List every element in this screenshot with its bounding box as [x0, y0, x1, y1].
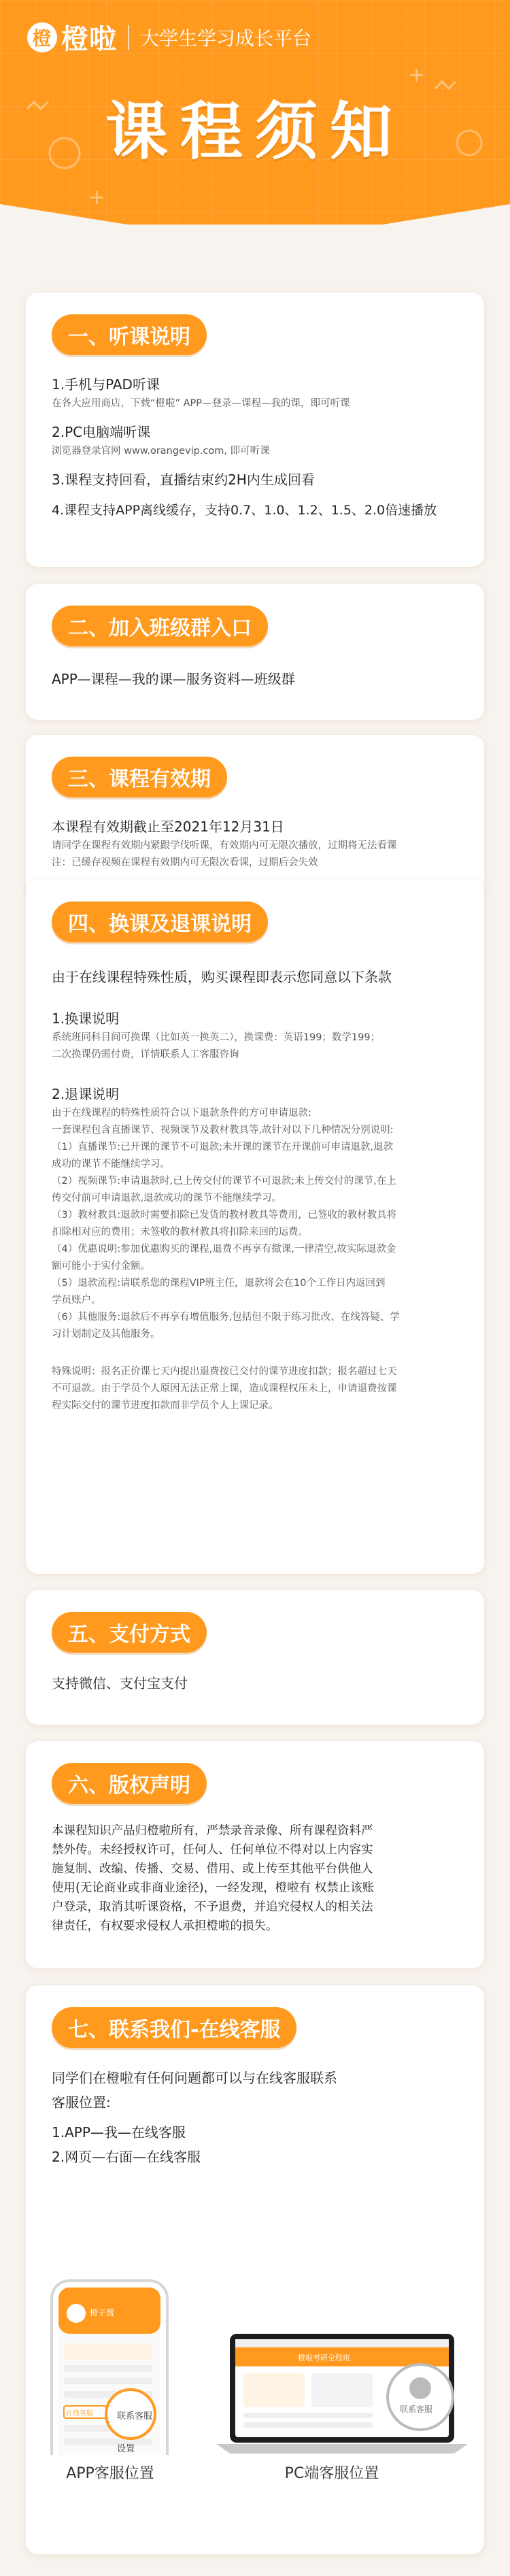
copyright-text: 禁外传。未经授权许可，任何人、任何单位不得对以上内容实: [52, 1843, 373, 1857]
refund-item: 传交付前可申请退款,退款成功的课节不能继续学习。: [52, 1193, 282, 1204]
section-card-refund: [26, 880, 484, 1574]
section-card-group: [26, 584, 484, 720]
refund-item: 习计划制定及其他服务。: [52, 1329, 160, 1340]
brand-name: 橙啦: [61, 24, 117, 55]
divider: [128, 25, 129, 50]
exchange-text: 系统班同科目间可换课（比如英一换英二），换课费：英语199；数学199；: [52, 1032, 381, 1043]
copyright-text: 律责任，有权要求侵权人承担橙啦的损失。: [52, 1919, 278, 1933]
refund-item: （1）直播课节:已开课的课节不可退款;未开课的课节在开课前可申请退款,退款: [52, 1142, 394, 1153]
pc-caption: PC端客服位置: [284, 2465, 379, 2482]
laptop-mockup: [216, 2332, 468, 2455]
listen-item-desc: 浏览器登录官网 www.orangevip.com, 即可听课: [52, 446, 270, 457]
app-screenshot: [49, 2278, 199, 2455]
contact-path: 2.网页—右面—在线客服: [52, 2149, 201, 2165]
section-card-validity: [26, 735, 484, 898]
refund-item: 额可能小于实付金额。: [52, 1261, 150, 1272]
refund-item: 扣除相对应的费用；未签收的教材教具将扣除来回的运费。: [52, 1227, 308, 1238]
app-contact-bubble[interactable]: 联系客服: [117, 2411, 153, 2422]
svg-text:+: +: [408, 63, 426, 87]
listen-item-title: 3.课程支持回看，直播结束约2H内生成回看: [52, 472, 315, 488]
phone-mockup: [49, 2278, 199, 2455]
contact-text: 同学们在橙啦有任何问题都可以与在线客服联系: [52, 2070, 337, 2086]
pc-banner-text: 橙啦考研全程班: [298, 2354, 350, 2362]
refund-item: （3）教材教具:退款时需要扣除已发货的教材教具等费用，已签收的教材教具将: [52, 1210, 397, 1221]
validity-main: 本课程有效期截止至2021年12月31日: [52, 819, 284, 835]
section-card-payment: [26, 1590, 484, 1725]
app-settings: 设置: [117, 2444, 135, 2454]
section-title: 三、课程有效期: [52, 757, 227, 797]
section-card-copyright: [26, 1741, 484, 1968]
app-username: 橙子酱: [90, 2308, 115, 2317]
refund-title: 2.退课说明: [52, 1086, 120, 1102]
logo[interactable]: [27, 18, 117, 56]
listen-item-title: 2.PC电脑端听课: [52, 424, 151, 440]
listen-item-title: 4.课程支持APP离线缓存，支持0.7、1.0、1.2、1.5、2.0倍速播放: [52, 503, 437, 518]
group-path: APP—课程—我的课—服务资料—班级群: [52, 671, 295, 687]
section-title: 五、支付方式: [52, 1612, 207, 1653]
refund-item: （6）其他服务:退款后不再享有增值服务,包括但不限于练习批改、在线答疑、学: [52, 1312, 400, 1323]
app-caption: APP客服位置: [66, 2465, 154, 2482]
orange-logo-icon: 橙: [27, 22, 57, 52]
exchange-text: 二次换课仍需付费，详情联系人工客服咨询: [52, 1049, 239, 1060]
section-card-listen: [26, 293, 484, 567]
validity-desc: 请同学在课程有效期内紧跟学伐听课，有效期内可无限次播放，过期将无法看课: [52, 840, 397, 851]
special-note: 不可退款。由于学员个人原因无法正常上课，造成课程权压未上，申请退费按课: [52, 1383, 397, 1394]
brand: [27, 18, 311, 56]
refund-intro: 由于在线课程特殊性质，购买课程即表示您同意以下条款: [52, 969, 392, 985]
copyright-text: 施复制、改编、传播、交易、借用、或上传至其他平台供他人: [52, 1862, 373, 1876]
page-title: 课程须知: [105, 95, 405, 168]
copyright-text: 使用(无论商业或非商业途径)，一经发现，橙啦有 权禁止该账: [52, 1881, 375, 1895]
refund-item: （4）优惠说明:参加优惠购买的课程,退费不再享有撤课,一律清空,故实际退款金: [52, 1244, 396, 1255]
copyright-text: 户登录，取消其听课资格，不予退费，并追究侵权人的相关法: [52, 1900, 373, 1914]
app-online-service-item[interactable]: 在线客服: [66, 2410, 93, 2417]
payment-methods: 支持微信、支付宝支付: [52, 1675, 188, 1691]
refund-item: 成功的课节不能继续学习。: [52, 1159, 170, 1170]
section-card-contact: [26, 1985, 484, 2554]
pc-screenshot: [216, 2332, 468, 2455]
section-title: 七、联系我们-在线客服: [52, 2007, 296, 2048]
special-note: 程实际交付的课节进度扣款而非学员个人上课记录。: [52, 1400, 279, 1411]
section-title: 六、版权声明: [52, 1763, 207, 1804]
copyright-text: 本课程知识产品归橙啦所有，严禁录音录像、所有课程资料严: [52, 1824, 373, 1838]
svg-text:+: +: [88, 186, 106, 210]
listen-item-title: 1.手机与PAD听课: [52, 376, 160, 393]
contact-path: 1.APP—我—在线客服: [52, 2124, 186, 2141]
refund-text: 由于在线课程的特殊性质符合以下退款条件的方可申请退款:: [52, 1108, 311, 1119]
special-note: 特殊说明：报名正价课七天内提出退费按已交付的课节进度扣款；报名超过七天: [52, 1366, 397, 1377]
contact-text: 客服位置:: [52, 2094, 111, 2111]
refund-text: 一套课程包含直播课节、视频课节及教材教具等,故针对以下几种情况分别说明:: [52, 1125, 394, 1136]
listen-item-desc: 在各大应用商店，下载“橙啦” APP—登录—课程—我的课，即可听课: [52, 398, 350, 409]
pc-contact-bubble[interactable]: 联系客服: [400, 2405, 433, 2414]
hero-banner: [0, 0, 510, 225]
refund-item: （2）视频课节:申请退款时,已上传交付的课节不可退款;未上传交付的课节,在上: [52, 1176, 396, 1187]
validity-note: 注：已缓存视频在课程有效期内可无限次看课，过期后会失效: [52, 857, 318, 868]
section-title: 二、加入班级群入口: [52, 606, 268, 646]
section-title: 一、听课说明: [52, 314, 207, 355]
refund-item: （5）退款流程:请联系您的课程VIP班主任，退款将会在10个工作日内返回到: [52, 1278, 386, 1289]
section-title: 四、换课及退课说明: [52, 902, 268, 942]
slogan: 大学生学习成长平台: [140, 27, 312, 50]
refund-item: 学员账户。: [52, 1295, 101, 1306]
exchange-title: 1.换课说明: [52, 1010, 120, 1027]
